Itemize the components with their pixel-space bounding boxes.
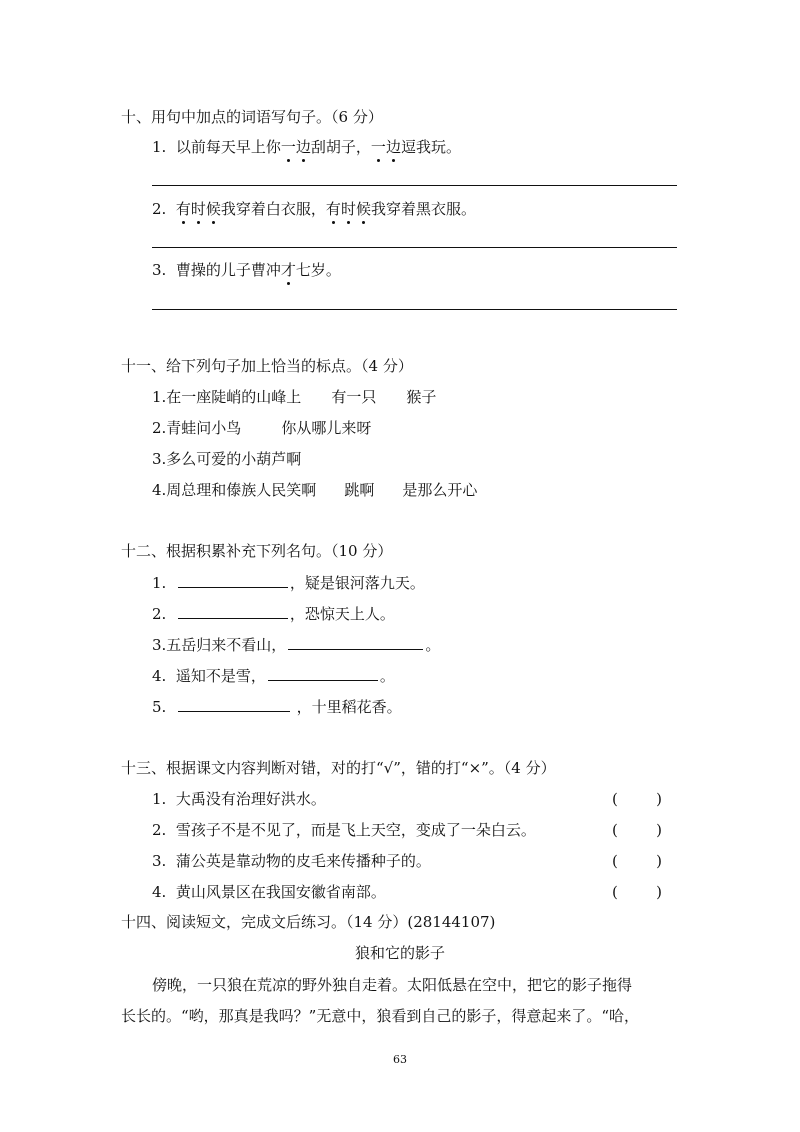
paren-open: ( xyxy=(612,852,618,870)
s12-q5 xyxy=(152,696,402,717)
sentence-part: 2.青蛙问小鸟 xyxy=(152,419,242,437)
q-num: 2. xyxy=(152,605,167,623)
fill-blank[interactable] xyxy=(178,603,288,619)
sentence-part: 4.周总理和傣族人民笑啊 xyxy=(152,481,317,499)
fill-blank[interactable] xyxy=(268,665,378,681)
passage-title: 狼和它的影子 xyxy=(354,944,445,962)
q-text: 3.五岳归来不看山， xyxy=(152,636,287,654)
section-11-header: 十一、给下列句子加上恰当的标点。（4 分） xyxy=(121,357,413,375)
s13-item-4 xyxy=(152,882,386,902)
fill-blank[interactable] xyxy=(178,696,290,712)
q-text: 黄山风景区在我国安徽省南部。 xyxy=(175,883,386,901)
answer-line-2[interactable] xyxy=(152,247,677,248)
q-text: 大禹没有治理好洪水。 xyxy=(175,790,326,808)
dotted-char: 有 xyxy=(175,200,191,218)
dotted-char: 候 xyxy=(355,200,371,218)
q-text: ，十里稻花香。 xyxy=(296,698,402,716)
passage-line-2: 长长的。“哟，那真是我吗？”无意中，狼看到自己的影子，得意起来了。“哈， xyxy=(121,1007,640,1025)
dotted-char: 边 xyxy=(385,138,401,156)
q-num: 5. xyxy=(152,698,167,716)
sentence-part: 有一只 xyxy=(331,388,377,406)
s13-item-1 xyxy=(152,789,326,809)
sentence-part: 猴子 xyxy=(406,388,437,406)
q-text: 我穿着白衣服， xyxy=(220,200,326,218)
q-text: 我穿着黑衣服。 xyxy=(370,200,476,218)
paren-open: ( xyxy=(612,821,618,839)
dotted-char: 一 xyxy=(370,138,386,156)
q-num: 3. xyxy=(152,261,167,279)
paren-close: ) xyxy=(656,790,662,808)
section-12-header: 十二、根据积累补充下列名句。（10 分） xyxy=(121,542,393,560)
s10-q2 xyxy=(152,199,476,219)
paren-open: ( xyxy=(612,883,618,901)
sentence-part: 3.多么可爱的小葫芦啊 xyxy=(152,450,302,468)
s11-item-4 xyxy=(152,480,477,500)
section-10-header: 十、用句中加点的词语写句子。（6 分） xyxy=(121,108,383,126)
answer-line-3[interactable] xyxy=(152,309,677,310)
answer-line-1[interactable] xyxy=(152,185,677,186)
q-text: ，恐惊天上人。 xyxy=(289,605,395,623)
s13-item-2 xyxy=(152,820,536,840)
fill-blank[interactable] xyxy=(178,572,288,588)
paren-close: ) xyxy=(656,852,662,870)
sentence-part: 是那么开心 xyxy=(402,481,478,499)
paren-close: ) xyxy=(656,883,662,901)
dotted-char: 有 xyxy=(325,200,341,218)
q-num: 1. xyxy=(152,574,167,592)
answer-parens-1[interactable] xyxy=(612,789,662,809)
section-13-header: 十三、根据课文内容判断对错，对的打“√”，错的打“×”。（4 分） xyxy=(121,759,556,777)
q-text: 刮胡子， xyxy=(310,138,371,156)
dotted-char: 时 xyxy=(190,200,206,218)
s11-item-3 xyxy=(152,449,301,469)
paren-close: ) xyxy=(656,821,662,839)
q-num: 4. xyxy=(152,883,167,901)
q-num: 1. xyxy=(152,790,167,808)
q-text: 七岁。 xyxy=(295,261,341,279)
q-text: 曹操的儿子曹冲 xyxy=(175,261,281,279)
s12-q3 xyxy=(152,634,440,655)
s12-q1 xyxy=(152,572,425,593)
s12-q2 xyxy=(152,603,395,624)
q-text: 。 xyxy=(379,667,395,685)
q-text: 。 xyxy=(425,636,441,654)
q-text: 以前每天早上你 xyxy=(175,138,281,156)
sentence-part: 1.在一座陡峭的山峰上 xyxy=(152,388,302,406)
fill-blank[interactable] xyxy=(288,634,423,650)
dotted-char: 候 xyxy=(205,200,221,218)
q-num: 2. xyxy=(152,821,167,839)
s11-item-2 xyxy=(152,418,371,438)
answer-parens-3[interactable] xyxy=(612,851,662,871)
q-text: 蒲公英是靠动物的皮毛来传播种子的。 xyxy=(175,852,431,870)
answer-parens-4[interactable] xyxy=(612,882,662,902)
answer-parens-2[interactable] xyxy=(612,820,662,840)
s10-q3 xyxy=(152,260,341,280)
section-14-header: 十四、阅读短文，完成文后练习。（14 分）(28144107) xyxy=(121,913,496,931)
q-text: ，疑是银河落九天。 xyxy=(289,574,425,592)
q-num: 3. xyxy=(152,852,167,870)
q-text: 逗我玩。 xyxy=(400,138,461,156)
s12-q4 xyxy=(152,665,395,686)
q-num: 4. xyxy=(152,667,167,685)
paren-open: ( xyxy=(612,790,618,808)
q-text: 雪孩子不是不见了，而是飞上天空，变成了一朵白云。 xyxy=(175,821,536,839)
passage-line-1: 傍晚，一只狼在荒凉的野外独自走着。太阳低悬在空中，把它的影子拖得 xyxy=(152,976,633,994)
q-num: 2. xyxy=(152,200,167,218)
sentence-part: 跳啊 xyxy=(344,481,375,499)
s10-q1 xyxy=(152,137,461,157)
dotted-char: 边 xyxy=(295,138,311,156)
q-text: 遥知不是雪， xyxy=(175,667,266,685)
s11-item-1 xyxy=(152,387,436,407)
dotted-char: 一 xyxy=(280,138,296,156)
s13-item-3 xyxy=(152,851,431,871)
sentence-part: 你从哪儿来呀 xyxy=(281,419,372,437)
dotted-char: 才 xyxy=(280,261,296,279)
page-number: 63 xyxy=(393,1053,407,1066)
q-num: 1. xyxy=(152,138,167,156)
dotted-char: 时 xyxy=(340,200,356,218)
